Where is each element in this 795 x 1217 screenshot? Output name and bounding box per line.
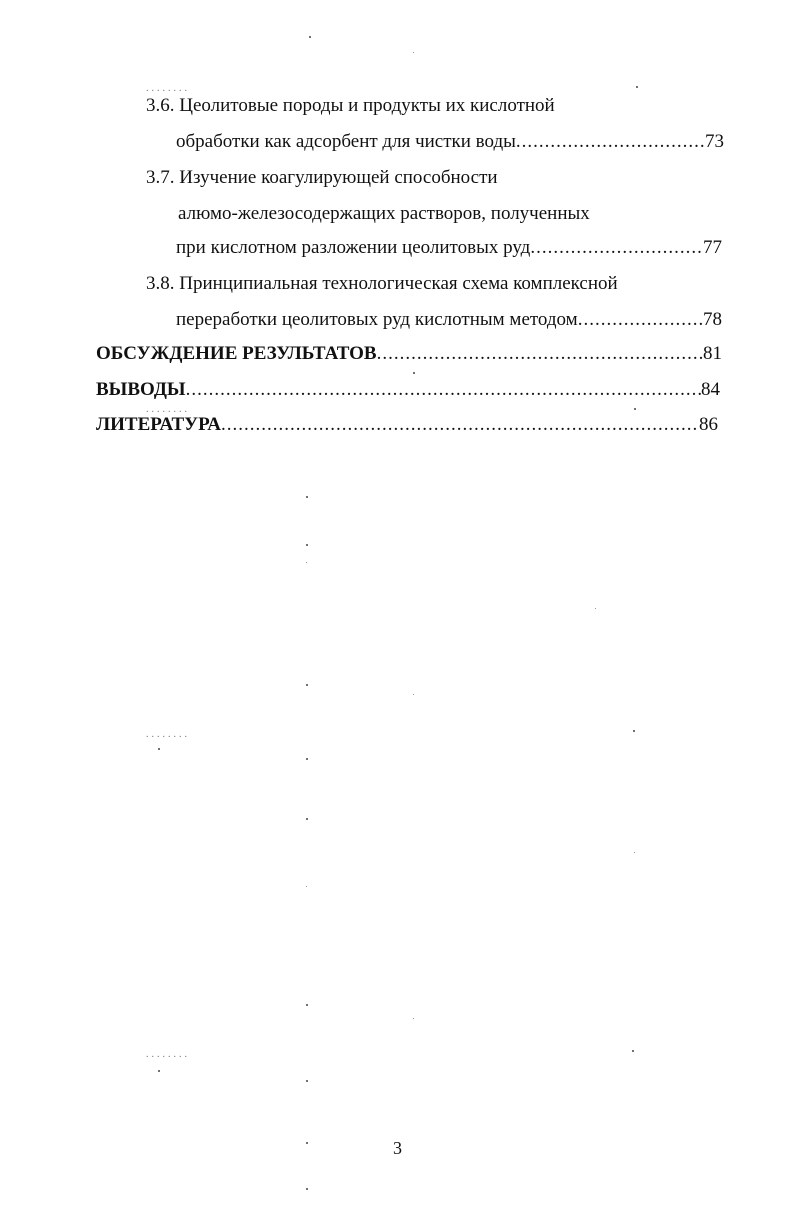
toc-section-3-8-title: 3.8. Принципиальная технологическая схема комплексной <box>146 273 618 294</box>
scan-speck <box>634 408 636 410</box>
toc-section-3-7-title: 3.7. Изучение коагулирующей способности <box>146 167 498 188</box>
toc-conclusions-title: ВЫВОДЫ <box>96 379 186 400</box>
scan-speck <box>306 544 308 546</box>
toc-section-3-7-entry <box>176 236 722 260</box>
scan-speck <box>306 684 308 686</box>
toc-section-3-8-text: переработки цеолитовых руд кислотным методом <box>176 309 578 330</box>
page-number: 3 <box>393 1138 402 1158</box>
scan-speck <box>306 1080 308 1082</box>
toc-section-3-7-line2: алюмо-железосодержащих растворов, полученных <box>178 203 590 224</box>
scan-speck <box>595 608 596 609</box>
scan-speck <box>306 562 307 563</box>
toc-page-number: 84 <box>701 379 720 400</box>
toc-leader-dots <box>530 236 703 260</box>
scan-speck <box>413 1018 414 1019</box>
toc-leader-dots <box>516 130 705 154</box>
toc-page-number: 86 <box>699 414 718 435</box>
toc-page-number: 78 <box>703 309 722 330</box>
toc-page-number: 77 <box>703 237 722 258</box>
scan-speck <box>633 730 635 732</box>
scan-speck <box>158 1070 160 1072</box>
scan-dot-row: ........ <box>146 404 190 415</box>
scan-speck <box>413 372 415 374</box>
scan-speck <box>413 694 414 695</box>
toc-leader-dots <box>221 413 699 437</box>
toc-discussion-title: ОБСУЖДЕНИЕ РЕЗУЛЬТАТОВ <box>96 343 377 364</box>
scan-speck <box>158 748 160 750</box>
toc-discussion-entry <box>96 342 722 366</box>
scan-speck <box>306 1188 308 1190</box>
scan-speck <box>632 1050 634 1052</box>
toc-leader-dots <box>578 308 703 332</box>
toc-page-number: 73 <box>705 131 724 152</box>
toc-conclusions-entry <box>96 378 720 402</box>
toc-literature-entry <box>96 413 718 437</box>
toc-literature-title: ЛИТЕРАТУРА <box>96 414 222 435</box>
scan-speck <box>306 886 307 887</box>
scan-speck <box>306 758 308 760</box>
toc-leader-dots <box>186 378 701 402</box>
toc-section-3-8-entry <box>176 308 722 332</box>
scan-dot-row: ........ <box>146 729 190 740</box>
toc-section-3-6-entry <box>176 130 724 154</box>
scan-dot-row: ........ <box>146 1049 190 1060</box>
toc-section-3-6-title: 3.6. Цеолитовые породы и продукты их кислотной <box>146 95 555 116</box>
scan-speck <box>309 36 311 38</box>
scan-speck <box>306 818 308 820</box>
toc-section-3-6-text: обработки как адсорбент для чистки воды <box>176 131 516 152</box>
toc-leader-dots <box>377 342 703 366</box>
toc-section-3-7-text: при кислотном разложении цеолитовых руд <box>176 237 531 258</box>
scan-speck <box>413 52 414 53</box>
scan-speck <box>634 852 635 853</box>
scan-dot-row: ........ <box>146 83 190 94</box>
toc-page-number: 81 <box>703 343 722 364</box>
scan-speck <box>636 86 638 88</box>
scan-speck <box>306 1004 308 1006</box>
scan-speck <box>306 496 308 498</box>
